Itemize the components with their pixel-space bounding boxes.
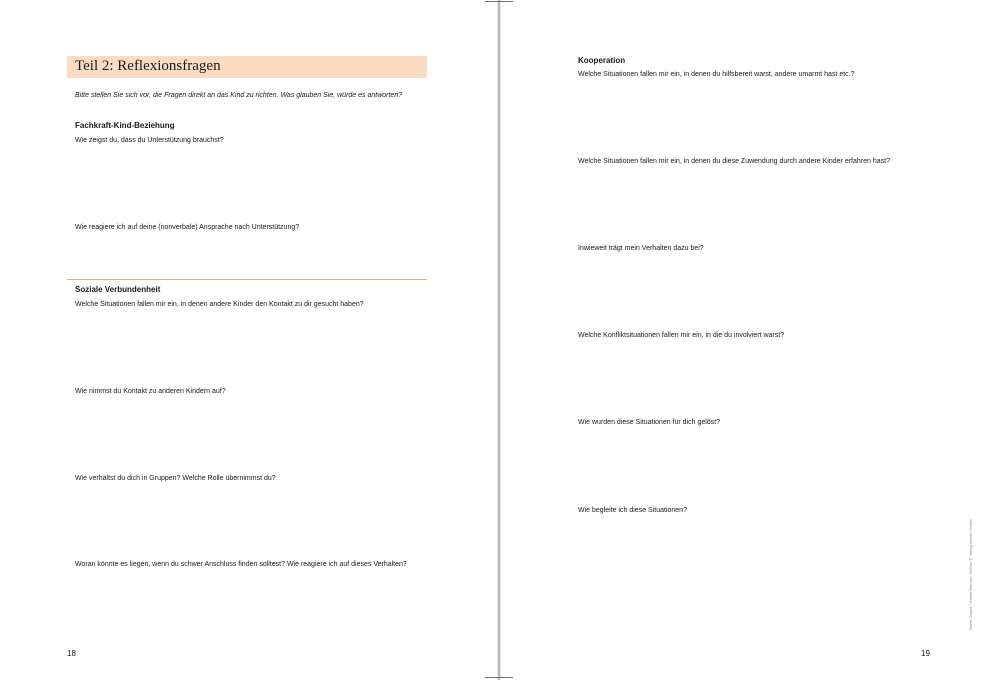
- heading-kooperation: Kooperation: [578, 56, 626, 65]
- heading-fachkraft-kind-beziehung: Fachkraft-Kind-Beziehung: [75, 121, 175, 130]
- question-item: Woran könnte es liegen, wenn du schwer Anschluss finden solltest? Wie reagiere ich auf dieses Verhalten?: [75, 561, 407, 568]
- question-item: Welche Konfliktsituationen fallen mir ein, in die du involviert warst?: [578, 332, 785, 339]
- left-page: [0, 0, 497, 680]
- question-item: Welche Situationen fallen mir ein, in denen du diese Zuwendung durch andere Kinder erfahren hast?: [578, 158, 890, 165]
- gutter-tick-bottom: [485, 677, 513, 678]
- question-item: Inwieweit trägt mein Verhalten dazu bei?: [578, 245, 704, 252]
- page-number-right: 19: [921, 649, 930, 658]
- question-item: Wie begleite ich diese Situationen?: [578, 507, 687, 514]
- gutter-line: [498, 0, 500, 680]
- question-item: Wie verhältst du dich in Gruppen? Welche Rolle übernimmst du?: [75, 475, 276, 482]
- gutter-tick-top: [485, 1, 513, 2]
- question-item: Welche Situationen fallen mir ein, in denen andere Kinder den Kontakt zu dir gesucht haben?: [75, 301, 364, 308]
- page-number-left: 18: [67, 649, 76, 658]
- section-divider: [67, 279, 427, 280]
- question-item: Wie reagiere ich auf deine (nonverbale) Ansprache nach Unterstützung?: [75, 224, 300, 231]
- question-item: Wie zeigst du, dass du Unterstützung brauchst?: [75, 137, 224, 144]
- heading-soziale-verbundenheit: Soziale Verbundenheit: [75, 285, 161, 294]
- question-item: Welche Situationen fallen mir ein, in denen du hilfsbereit warst, andere umarmt hast etc.?: [578, 71, 855, 78]
- question-item: Wie wurden diese Situationen für dich gelöst?: [578, 419, 721, 426]
- question-item: Wie nimmst du Kontakt zu anderen Kindern auf?: [75, 388, 226, 395]
- copyright-credit: Rahel Dreyer / Kristin Brenner, Weßler © Verlag Herder GmbH: [968, 519, 973, 630]
- intro-text: Bitte stellen Sie sich vor, die Fragen direkt an das Kind zu richten. Was glauben Sie, würde es antworten?: [75, 92, 403, 99]
- section-title-band: [67, 56, 427, 78]
- page-title: Teil 2: Reflexionsfragen: [75, 58, 221, 74]
